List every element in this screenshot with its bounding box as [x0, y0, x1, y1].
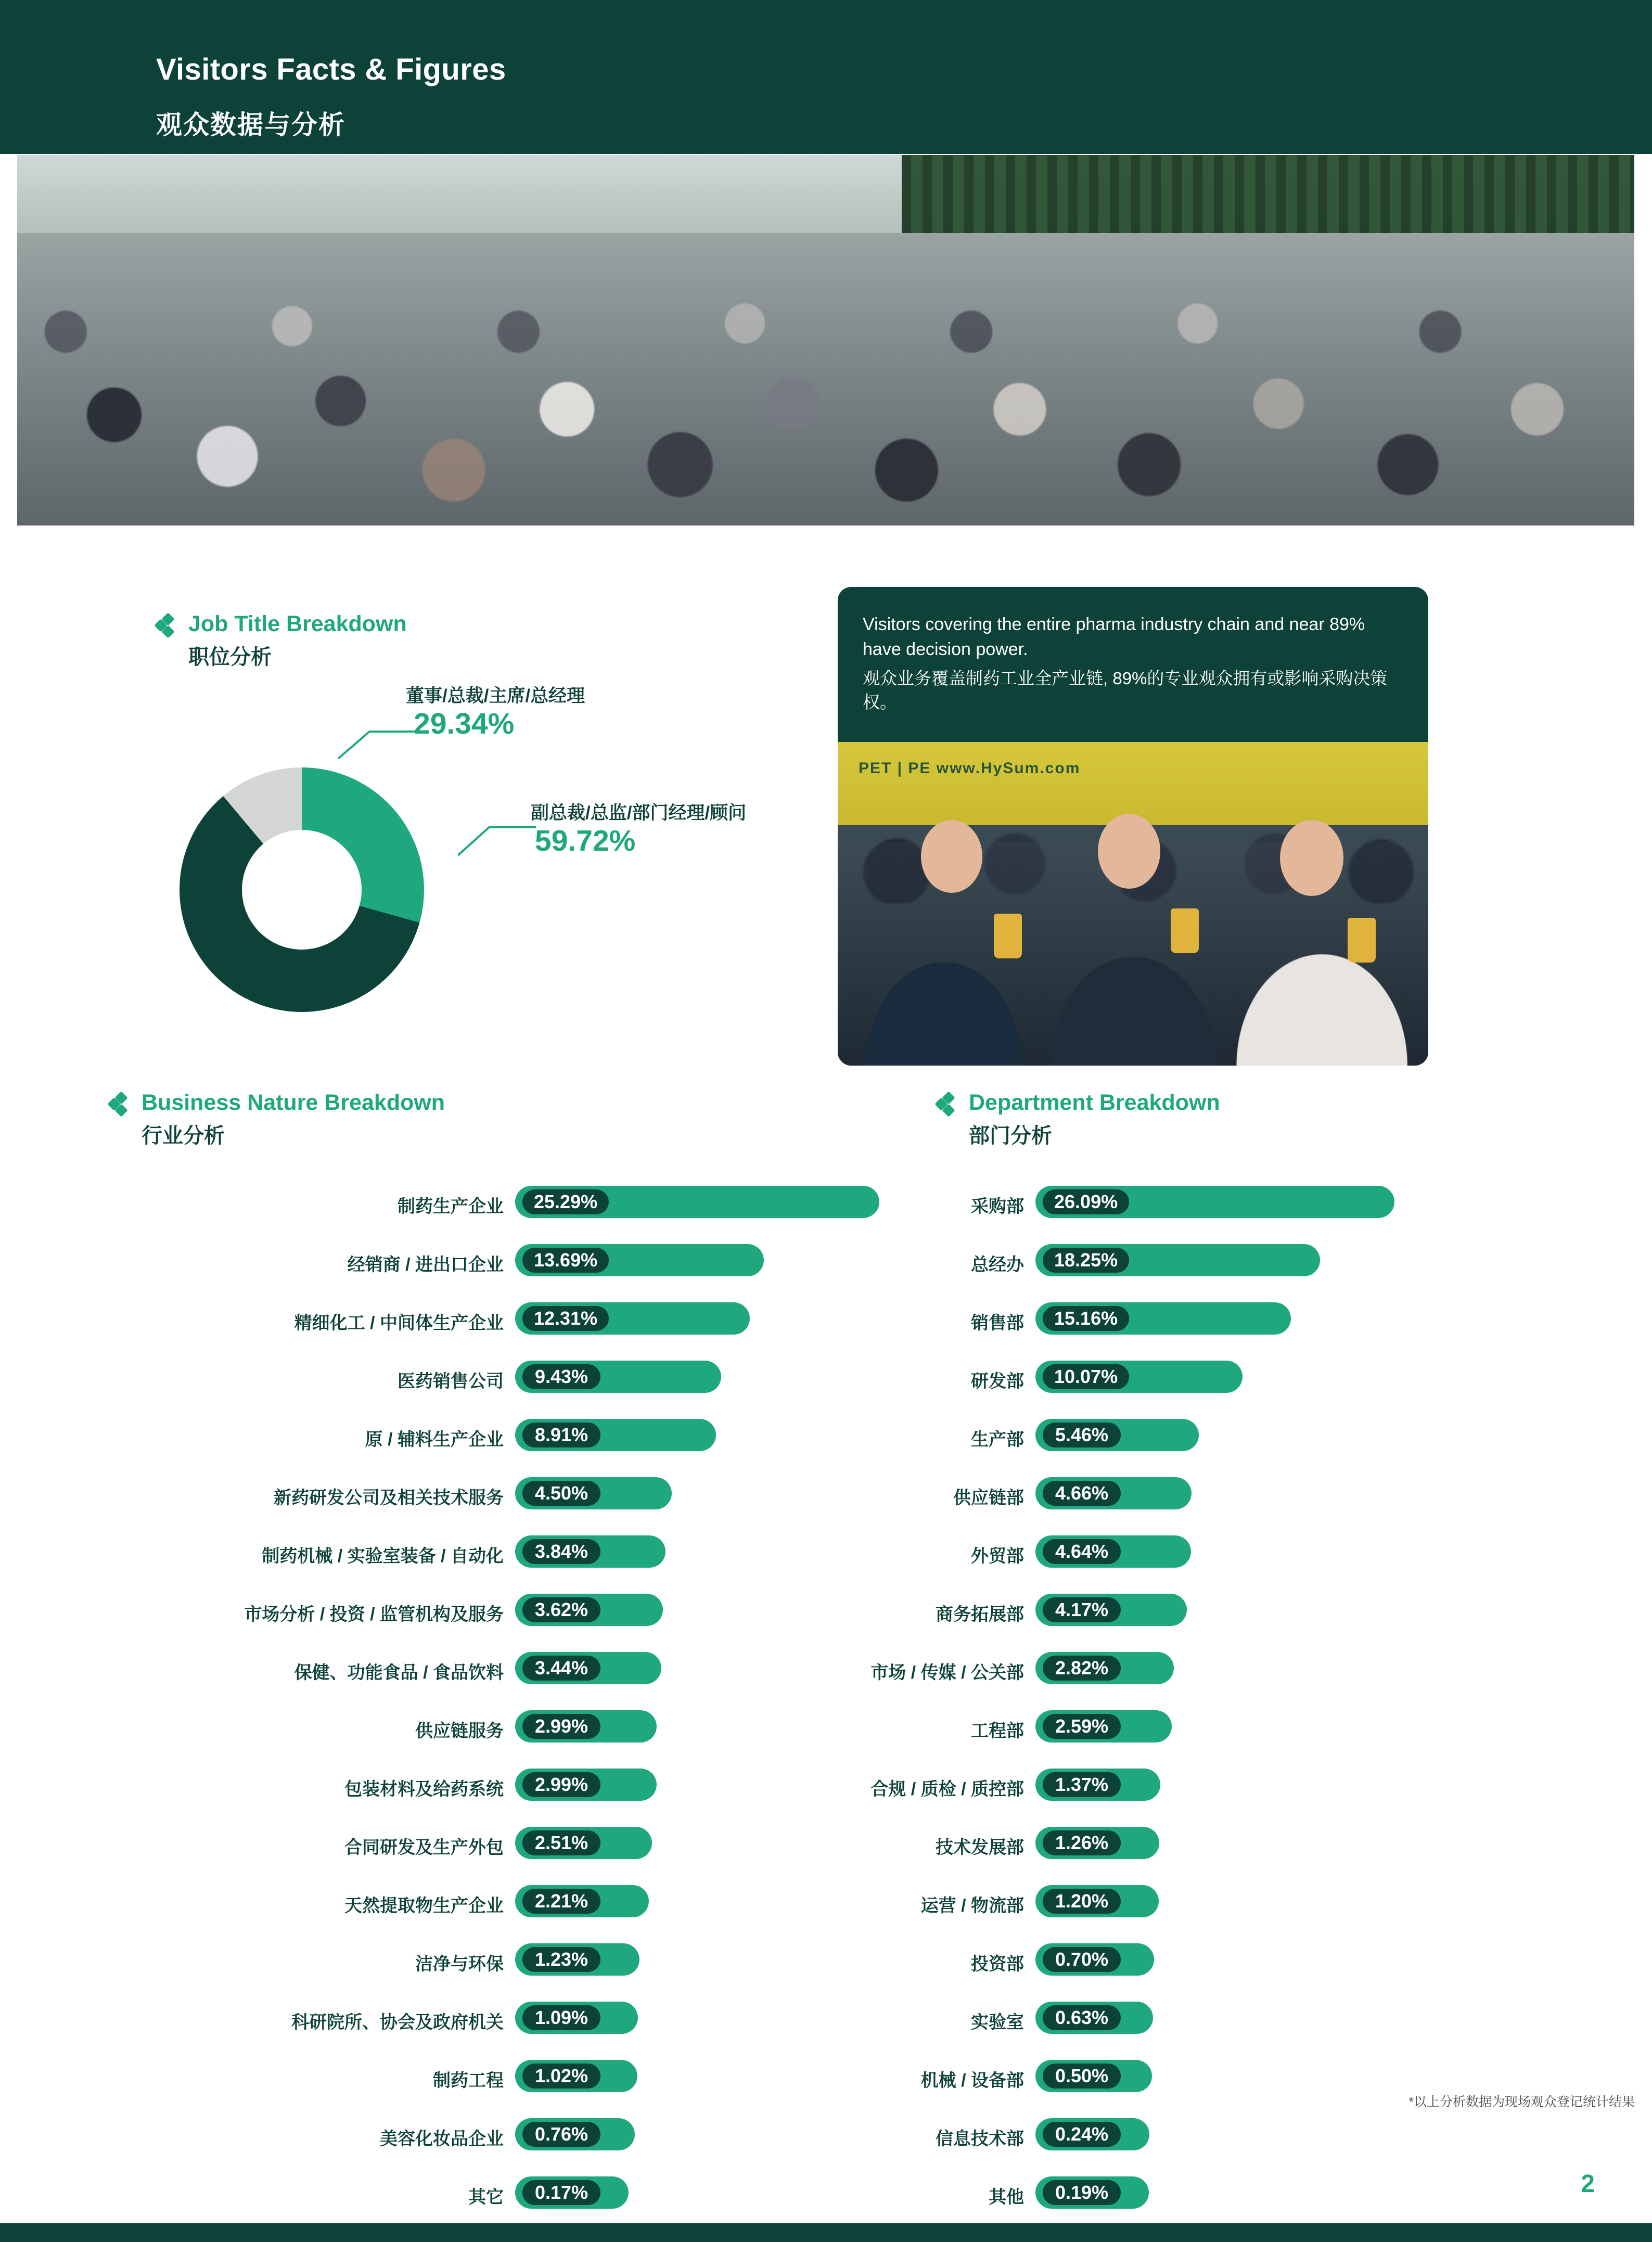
bar-fill: [515, 1943, 639, 1976]
bar-track: [1035, 2060, 1394, 2092]
donut-leader-line-2: [458, 821, 536, 857]
department-bar-chart: [812, 1178, 1540, 2227]
bar-category-label: 外贸部: [971, 1546, 1024, 1566]
bar-category-label: 投资部: [971, 1954, 1024, 1974]
bar-fill: [1035, 1302, 1291, 1335]
bar-category-label: 经销商 / 进出口企业: [347, 1255, 504, 1275]
networking-photo-person-3: [1280, 820, 1343, 896]
bar-fill: [1035, 1535, 1191, 1568]
bar-value-label: 13.69%: [522, 1248, 609, 1273]
bar-fill: [1035, 1769, 1160, 1801]
bar-category-label: 制药工程: [433, 2071, 504, 2091]
bar-track: [1035, 1827, 1394, 1859]
bar-fill: [515, 1769, 657, 1801]
bar-row: [812, 1353, 1540, 1412]
department-section-title-en: Department Breakdown: [969, 1090, 1220, 1115]
bar-value-label: 2.51%: [522, 1830, 600, 1855]
page-title-en: Visitors Facts & Figures: [156, 53, 506, 86]
bar-category-label: 供应链服务: [415, 1721, 504, 1741]
bar-category-label: 其它: [468, 2187, 504, 2207]
bar-row: [812, 1820, 1540, 1878]
decision-power-text: [863, 612, 1406, 715]
bar-category-label: 包装材料及给药系统: [344, 1779, 504, 1799]
networking-photo-banner-text: PET | PE www.HySum.com: [859, 760, 1081, 777]
page-number: 2: [1581, 2170, 1595, 2198]
bar-fill: [1035, 2118, 1149, 2150]
bar-category-label: 新药研发公司及相关技术服务: [274, 1488, 504, 1508]
bar-fill: [1035, 1943, 1154, 1976]
diamond-cluster-icon: [156, 614, 179, 637]
bar-category-label: 天然提取物生产企业: [344, 1896, 504, 1916]
bar-track: [1035, 1769, 1394, 1801]
bar-fill: [515, 2002, 638, 2034]
bar-value-label: 1.26%: [1043, 1830, 1121, 1855]
donut-callout-1-value: 29.34%: [414, 707, 515, 740]
diamond-cluster-icon: [937, 1093, 959, 1116]
bar-fill: [515, 1652, 661, 1684]
job-title-section-title-zh: 职位分析: [188, 646, 272, 669]
page-title-zh: 观众数据与分析: [156, 110, 345, 139]
bar-value-label: 5.46%: [1043, 1423, 1121, 1447]
bar-value-label: 4.17%: [1043, 1597, 1121, 1622]
bar-row: [812, 1178, 1540, 1237]
networking-photo-person-2: [1098, 814, 1160, 889]
bar-category-label: 洁净与环保: [415, 1954, 504, 1974]
donut-callout-2-label: 副总裁/总监/部门经理/顾问: [531, 803, 747, 823]
bar-row: [812, 1703, 1540, 1761]
bar-value-label: 0.76%: [522, 2122, 600, 2147]
bar-value-label: 0.24%: [1043, 2122, 1121, 2147]
beer-glass-icon: [1348, 918, 1376, 963]
footer-bar: [0, 2223, 1652, 2242]
bar-fill: [515, 2118, 635, 2150]
bar-value-label: 10.07%: [1043, 1364, 1129, 1389]
bar-category-label: 市场 / 传媒 / 公关部: [870, 1663, 1024, 1683]
bar-fill: [515, 1244, 764, 1276]
bar-value-label: 1.02%: [522, 2064, 600, 2089]
hero-photo: [17, 155, 1634, 526]
donut-ring: [180, 767, 424, 1012]
bar-category-label: 美容化妆品企业: [380, 2129, 504, 2149]
bar-value-label: 3.84%: [522, 1539, 600, 1564]
decision-power-card: [838, 587, 1428, 1066]
bar-value-label: 0.63%: [1043, 2005, 1121, 2030]
bar-value-label: 18.25%: [1043, 1248, 1129, 1273]
bar-category-label: 运营 / 物流部: [920, 1896, 1024, 1916]
bar-value-label: 4.66%: [1043, 1481, 1121, 1506]
bar-track: [1035, 2176, 1394, 2209]
bar-category-label: 市场分析 / 投资 / 监管机构及服务: [244, 1605, 504, 1624]
bar-value-label: 25.29%: [522, 1189, 609, 1214]
bar-row: [812, 1237, 1540, 1295]
bar-fill: [1035, 1885, 1159, 1917]
bar-track: [1035, 2118, 1394, 2150]
bar-row: [812, 1528, 1540, 1586]
bar-fill: [1035, 1477, 1192, 1509]
bar-fill: [1035, 1361, 1243, 1393]
bar-value-label: 0.50%: [1043, 2064, 1121, 2089]
bar-category-label: 总经办: [971, 1255, 1024, 1275]
bar-value-label: 3.44%: [522, 1656, 600, 1681]
bar-value-label: 2.21%: [522, 1889, 600, 1914]
footnote: *以上分析数据为现场观众登记统计结果: [1408, 2095, 1635, 2109]
bar-category-label: 销售部: [971, 1313, 1024, 1333]
bar-fill: [515, 1710, 657, 1743]
bar-category-label: 原 / 辅料生产企业: [365, 1430, 504, 1450]
bar-track: [1035, 1710, 1394, 1743]
donut-callout-2-value: 59.72%: [535, 824, 636, 857]
bar-category-label: 医药销售公司: [398, 1372, 504, 1391]
bar-value-label: 0.17%: [522, 2180, 600, 2205]
bar-fill: [1035, 1244, 1320, 1276]
bar-value-label: 3.62%: [522, 1597, 600, 1622]
bar-category-label: 生产部: [971, 1430, 1024, 1450]
decision-power-text-zh: 观众业务覆盖制药工业全产业链, 89%的专业观众拥有或影响采购决策权。: [863, 668, 1388, 712]
bar-track: [1035, 1652, 1394, 1684]
business-section-title-en: Business Nature Breakdown: [142, 1090, 445, 1115]
donut-callout-1-label: 董事/总裁/主席/总经理: [406, 686, 585, 706]
bar-track: [1035, 1186, 1394, 1218]
bar-fill: [515, 1419, 716, 1451]
bar-category-label: 机械 / 设备部: [920, 2071, 1024, 2091]
bar-fill: [1035, 2060, 1152, 2092]
bar-fill: [515, 1827, 652, 1859]
bar-category-label: 保健、功能食品 / 食品饮料: [294, 1663, 504, 1683]
job-title-section-title-en: Job Title Breakdown: [188, 611, 407, 636]
bar-row: [812, 1470, 1540, 1528]
bar-row: [812, 1761, 1540, 1820]
bar-fill: [515, 2060, 637, 2092]
bar-track: [1035, 1244, 1394, 1276]
bar-fill: [1035, 1827, 1159, 1859]
networking-photo-person-1: [921, 820, 982, 893]
bar-row: [812, 1994, 1540, 2053]
donut-leader-line-1: [338, 728, 416, 760]
bar-category-label: 技术发展部: [936, 1838, 1024, 1857]
bar-fill: [1035, 2002, 1153, 2034]
bar-category-label: 商务拓展部: [936, 1605, 1024, 1624]
bar-value-label: 4.50%: [522, 1481, 600, 1506]
bar-category-label: 科研院所、协会及政府机关: [291, 2013, 504, 2032]
bar-fill: [515, 1535, 665, 1568]
beer-glass-icon: [1171, 908, 1199, 953]
bar-value-label: 1.23%: [522, 1947, 600, 1972]
bar-row: [812, 1936, 1540, 1994]
bar-track: [1035, 1361, 1394, 1393]
bar-value-label: 0.70%: [1043, 1947, 1121, 1972]
bar-fill: [1035, 2176, 1149, 2209]
bar-row: [812, 1645, 1540, 1703]
bar-track: [1035, 1943, 1394, 1976]
bar-fill: [515, 1477, 672, 1509]
bar-category-label: 供应链部: [953, 1488, 1024, 1508]
bar-value-label: 12.31%: [522, 1306, 609, 1331]
bar-category-label: 其他: [989, 2187, 1024, 2207]
bar-value-label: 8.91%: [522, 1423, 600, 1447]
bar-category-label: 合同研发及生产外包: [344, 1838, 504, 1857]
bar-value-label: 26.09%: [1043, 1189, 1129, 1214]
bar-row: [812, 1586, 1540, 1645]
bar-row: [812, 2169, 1540, 2227]
bar-track: [1035, 1302, 1394, 1335]
bar-category-label: 采购部: [971, 1197, 1024, 1216]
bar-value-label: 4.64%: [1043, 1539, 1121, 1564]
bar-fill: [515, 1594, 663, 1626]
beer-glass-icon: [994, 914, 1022, 958]
bar-row: [812, 1412, 1540, 1470]
bar-row: [812, 1295, 1540, 1353]
bar-value-label: 2.99%: [522, 1714, 600, 1739]
bar-fill: [1035, 1186, 1394, 1218]
bar-fill: [515, 1885, 649, 1917]
business-section-title-zh: 行业分析: [142, 1124, 225, 1147]
bar-category-label: 工程部: [971, 1721, 1024, 1741]
bar-fill: [515, 1361, 721, 1393]
bar-category-label: 实验室: [971, 2013, 1024, 2032]
bar-value-label: 2.59%: [1043, 1714, 1121, 1739]
bar-value-label: 1.37%: [1043, 1772, 1121, 1797]
department-section-title-zh: 部门分析: [969, 1124, 1052, 1147]
bar-value-label: 2.99%: [522, 1772, 600, 1797]
bar-fill: [1035, 1594, 1187, 1626]
bar-track: [1035, 1477, 1394, 1509]
networking-photo: [838, 742, 1428, 1066]
bar-category-label: 信息技术部: [936, 2129, 1024, 2149]
bar-category-label: 制药生产企业: [398, 1197, 504, 1216]
bar-fill: [515, 1302, 750, 1335]
bar-category-label: 精细化工 / 中间体生产企业: [294, 1313, 504, 1333]
diamond-cluster-icon: [109, 1093, 132, 1116]
bar-row: [812, 1878, 1540, 1936]
decision-power-text-en: Visitors covering the entire pharma industry chain and near 89% have decision power.: [863, 614, 1365, 660]
bar-track: [1035, 2002, 1394, 2034]
bar-value-label: 2.82%: [1043, 1656, 1121, 1681]
bar-track: [1035, 1419, 1394, 1451]
bar-fill: [515, 2176, 629, 2209]
bar-value-label: 1.09%: [522, 2005, 600, 2030]
bar-row: [812, 2111, 1540, 2169]
bar-fill: [1035, 1710, 1172, 1743]
bar-value-label: 1.20%: [1043, 1889, 1121, 1914]
bar-category-label: 制药机械 / 实验室装备 / 自动化: [262, 1546, 504, 1566]
bar-value-label: 15.16%: [1043, 1306, 1129, 1331]
bar-value-label: 9.43%: [522, 1364, 600, 1389]
job-title-donut-chart: [180, 767, 424, 1012]
bar-track: [1035, 1535, 1394, 1568]
bar-category-label: 研发部: [971, 1372, 1024, 1391]
bar-value-label: 0.19%: [1043, 2180, 1121, 2205]
hero-photo-crowd: [17, 249, 1634, 526]
bar-track: [1035, 1885, 1394, 1917]
bar-category-label: 合规 / 质检 / 质控部: [870, 1779, 1024, 1799]
bar-fill: [1035, 1652, 1174, 1684]
bar-track: [1035, 1594, 1394, 1626]
bar-fill: [1035, 1419, 1199, 1451]
